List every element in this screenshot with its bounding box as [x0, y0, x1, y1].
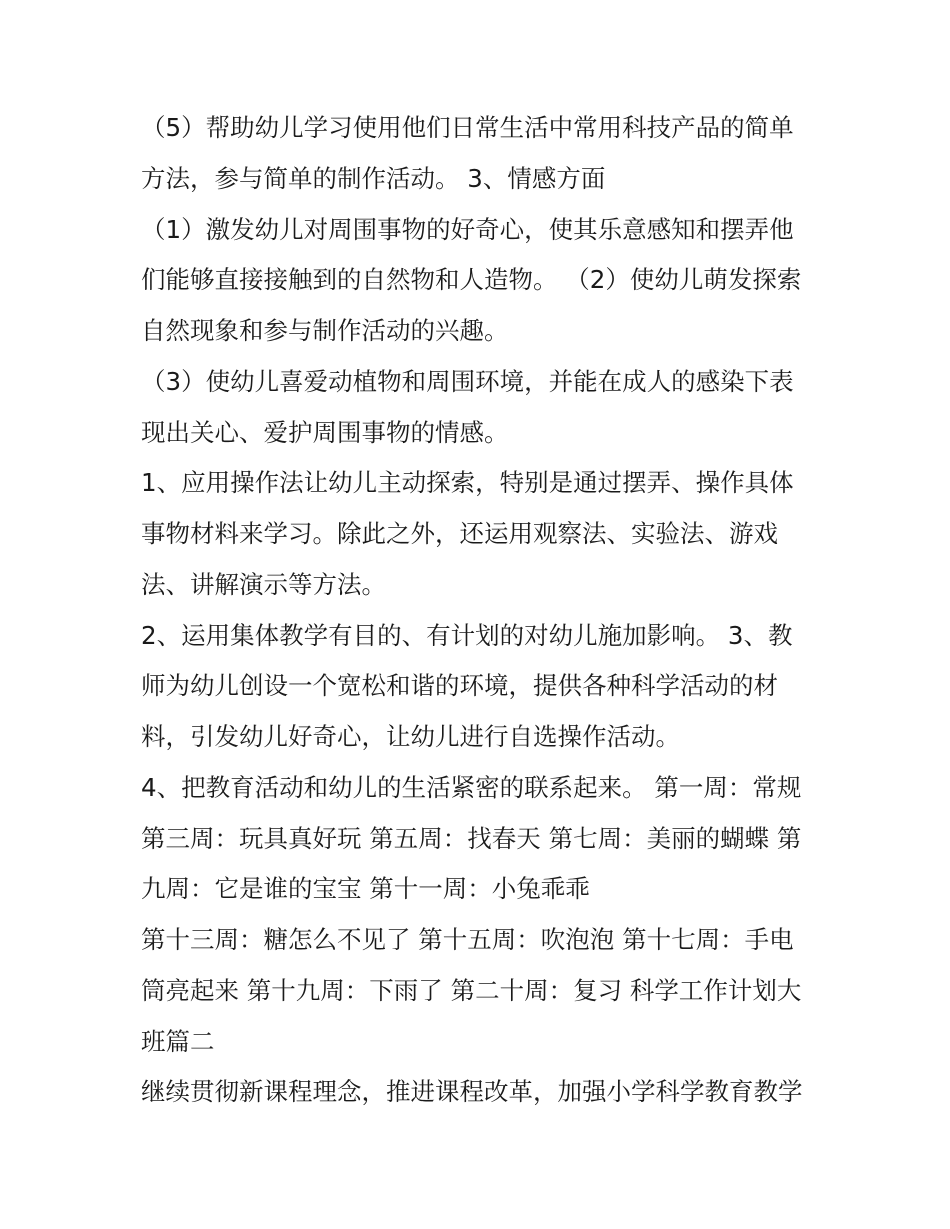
text-line: 第十三周：糖怎么不见了 第十五周：吹泡泡 第十七周：手电 — [141, 925, 794, 954]
text-line: （1）激发幼儿对周围事物的好奇心，使其乐意感知和摆弄他 — [141, 215, 794, 244]
text-line: 1、应用操作法让幼儿主动探索，特别是通过摆弄、操作具体 — [141, 468, 794, 497]
text-line: 继续贯彻新课程理念，推进课程改革，加强小学科学教育教学 — [141, 1077, 803, 1106]
text-line: 法、讲解演示等方法。 — [141, 570, 386, 599]
text-line: 料，引发幼儿好奇心，让幼儿进行自选操作活动。 — [141, 722, 680, 751]
text-line: 九周：它是谁的宝宝 第十一周：小兔乖乖 — [141, 874, 590, 903]
text-line: 师为幼儿创设一个宽松和谐的环境，提供各种科学活动的材 — [141, 671, 778, 700]
text-line: 们能够直接接触到的自然物和人造物。 （2）使幼儿萌发探索 — [141, 265, 802, 294]
text-line: 4、把教育活动和幼儿的生活紧密的联系起来。 第一周：常规 — [141, 773, 802, 802]
text-line: 现出关心、爱护周围事物的情感。 — [141, 418, 509, 447]
text-line: （3）使幼儿喜爱动植物和周围环境，并能在成人的感染下表 — [141, 367, 794, 396]
text-line: 2、运用集体教学有目的、有计划的对幼儿施加影响。 3、教 — [141, 621, 793, 650]
text-line: 自然现象和参与制作活动的兴趣。 — [141, 316, 509, 345]
text-line: 筒亮起来 第十九周：下雨了 第二十周：复习 科学工作计划大 — [141, 976, 802, 1005]
text-line: 方法，参与简单的制作活动。 3、情感方面 — [141, 164, 606, 193]
text-line: （5）帮助幼儿学习使用他们日常生活中常用科技产品的简单 — [141, 113, 794, 142]
text-line: 事物材料来学习。除此之外，还运用观察法、实验法、游戏 — [141, 519, 778, 548]
text-line: 第三周：玩具真好玩 第五周：找春天 第七周：美丽的蝴蝶 第 — [141, 824, 802, 853]
text-line: 班篇二 — [141, 1027, 215, 1056]
